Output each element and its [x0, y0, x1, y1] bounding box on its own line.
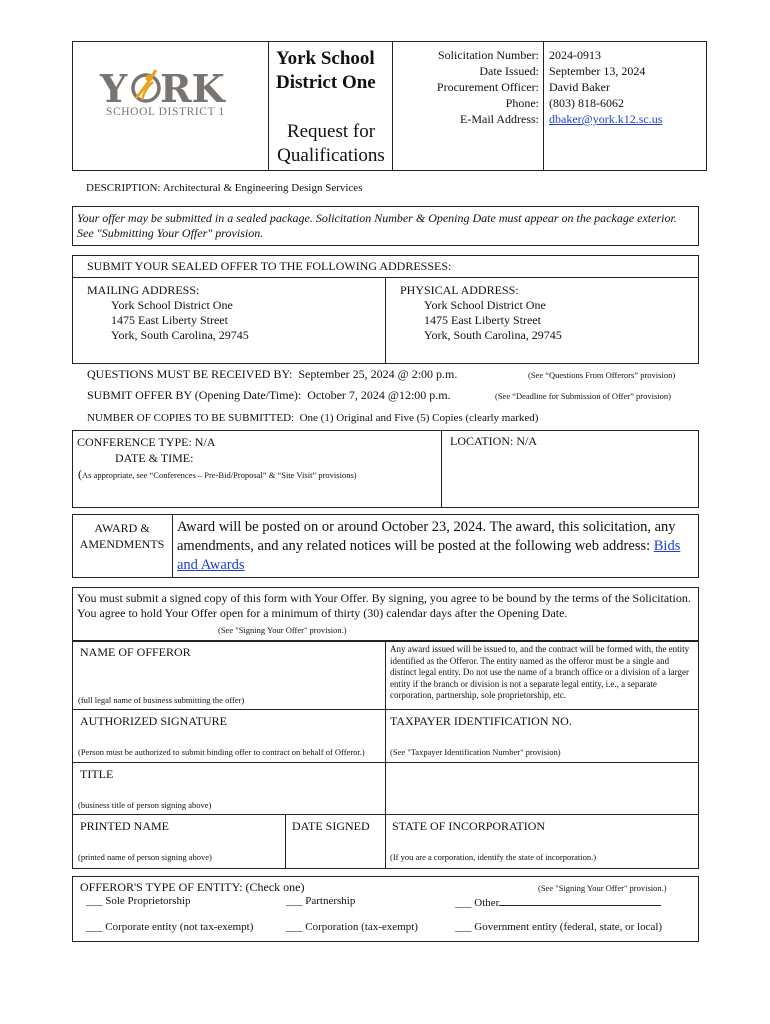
authorized-signature-note: (Person must be authorized to submit binding offer to contract on behalf of Offeror.)	[78, 747, 365, 757]
questions-deadline: QUESTIONS MUST BE RECEIVED BY: September 25, 2024 @ 2:00 p.m.	[87, 367, 458, 381]
procurement-officer: David Baker	[549, 80, 610, 94]
email-link[interactable]: dbaker@york.k12.sc.us	[549, 112, 663, 126]
tin-label: TAXPAYER IDENTIFICATION NO.	[390, 714, 572, 728]
authorized-signature-label: AUTHORIZED SIGNATURE	[80, 714, 227, 728]
signing-intro-note: (See "Signing Your Offer" provision.)	[218, 625, 347, 635]
option-corporate-entity[interactable]: ___ Corporate entity (not tax-exempt)	[86, 921, 254, 933]
solicitation-number-label: Solicitation Number:	[438, 48, 539, 62]
award-label: AWARD & AMENDMENTS	[79, 521, 165, 551]
header-field-values	[549, 47, 662, 127]
title-label: TITLE	[80, 767, 114, 781]
email-label: E-Mail Address:	[460, 112, 539, 126]
bids-and-awards-link[interactable]: Bids and Awards	[177, 538, 681, 573]
date-issued-label: Date Issued:	[479, 64, 539, 78]
award-text: Award will be posted on or around October 23, 2024. The award, this solicitation, any amendments, and any related notices will be posted at the following web address: Bids and Awards	[177, 519, 681, 573]
submit-note: (See “Deadline for Submission of Offer” provision)	[495, 391, 671, 401]
printed-name-label: PRINTED NAME	[80, 819, 169, 833]
title-note: (business title of person signing above)	[78, 800, 212, 810]
entity-type-title: OFFEROR'S TYPE OF ENTITY: (Check one)	[80, 880, 305, 894]
printed-name-note: (printed name of person signing above)	[78, 852, 212, 862]
mailing-address: MAILING ADDRESS: York School District One 1475 East Liberty Street York, South Carolina, 29745	[87, 283, 249, 342]
logo-subtitle: SCHOOL DISTRICT 1	[106, 106, 225, 118]
svg-text:RK: RK	[160, 66, 225, 111]
solicitation-number: 2024-0913	[549, 48, 601, 62]
phone: (803) 818-6062	[549, 96, 624, 110]
offeror-name-note: (full legal name of business submitting the offer)	[78, 695, 245, 705]
option-corporation-tax-exempt[interactable]: ___ Corporation (tax-exempt)	[286, 921, 418, 933]
description: DESCRIPTION: Architectural & Engineering Design Services	[86, 182, 363, 194]
conference-location: LOCATION: N/A	[450, 434, 537, 448]
svg-text:Y: Y	[100, 66, 128, 111]
addresses-title: SUBMIT YOUR SEALED OFFER TO THE FOLLOWING ADDRESSES:	[87, 259, 452, 273]
option-partnership[interactable]: ___ Partnership	[286, 895, 356, 907]
printed-name-field[interactable]	[85, 835, 280, 851]
offeror-name-field[interactable]	[85, 660, 380, 690]
date-issued: September 13, 2024	[549, 64, 646, 78]
tin-field[interactable]	[392, 730, 692, 746]
other-entity-line[interactable]	[499, 895, 661, 906]
date-signed-label: DATE SIGNED	[292, 819, 370, 833]
questions-note: (See “Questions From Offerors” provision)	[528, 370, 676, 380]
offeror-name-label: NAME OF OFFEROR	[80, 645, 191, 659]
district-logo	[98, 64, 238, 124]
tin-note: (See "Taxpayer Identification Number" provision)	[390, 747, 561, 757]
offer-note: Your offer may be submitted in a sealed package. Solicitation Number & Opening Date must appear on the package exterior. See "Submitting Your Offer" provision.	[77, 211, 677, 240]
date-signed-field[interactable]	[292, 835, 380, 863]
district-name: York School District One	[276, 48, 376, 93]
option-other[interactable]: ___ Other	[455, 895, 661, 909]
option-government-entity[interactable]: ___ Government entity (federal, state, or local)	[455, 921, 663, 933]
entity-note: Any award issued will be issued to, and the contract will be formed with, the entity identified as the Offeror. The entity named as the offeror must be a single and distinct legal entity. Do not use the name of a branch office or a division of a larger entity if the branch or division is not a separate legal entity, i.e., a separate corporation, partnership, sole proprietorship, etc.	[390, 644, 690, 700]
physical-address: PHYSICAL ADDRESS: York School District One 1475 East Liberty Street York, South Carolina, 29745	[400, 283, 562, 342]
entity-type-note: (See "Signing Your Offer" provision.)	[538, 883, 667, 893]
phone-label: Phone:	[505, 96, 539, 110]
document-type: Request for Qualifications	[277, 121, 385, 166]
state-incorporation-label: STATE OF INCORPORATION	[392, 819, 546, 833]
state-incorporation-note: (If you are a corporation, identify the state of incorporation.)	[390, 852, 597, 862]
title-field[interactable]	[85, 783, 380, 799]
authorized-signature-field[interactable]	[85, 730, 380, 746]
option-sole-proprietorship[interactable]: ___ Sole Proprietorship	[86, 895, 191, 907]
submit-deadline: SUBMIT OFFER BY (Opening Date/Time): October 7, 2024 @12:00 p.m.	[87, 388, 451, 402]
conference-note: (As appropriate, see “Conferences – Pre-Bid/Proposal” & “Site Visit” provisions)	[78, 467, 357, 481]
header-field-labels	[398, 47, 539, 127]
procurement-officer-label: Procurement Officer:	[436, 80, 539, 94]
conference-type: CONFERENCE TYPE: N/A DATE & TIME:	[77, 435, 216, 465]
copies-required: NUMBER OF COPIES TO BE SUBMITTED: One (1) Original and Five (5) Copies (clearly marked)	[87, 412, 539, 424]
state-incorporation-field[interactable]	[392, 835, 692, 851]
signing-intro: You must submit a signed copy of this form with Your Offer. By signing, you agree to be bound by the terms of the Solicitation. You agree to hold Your Offer open for a minimum of thirty (30) calendar days after the Opening Date.	[77, 591, 691, 620]
